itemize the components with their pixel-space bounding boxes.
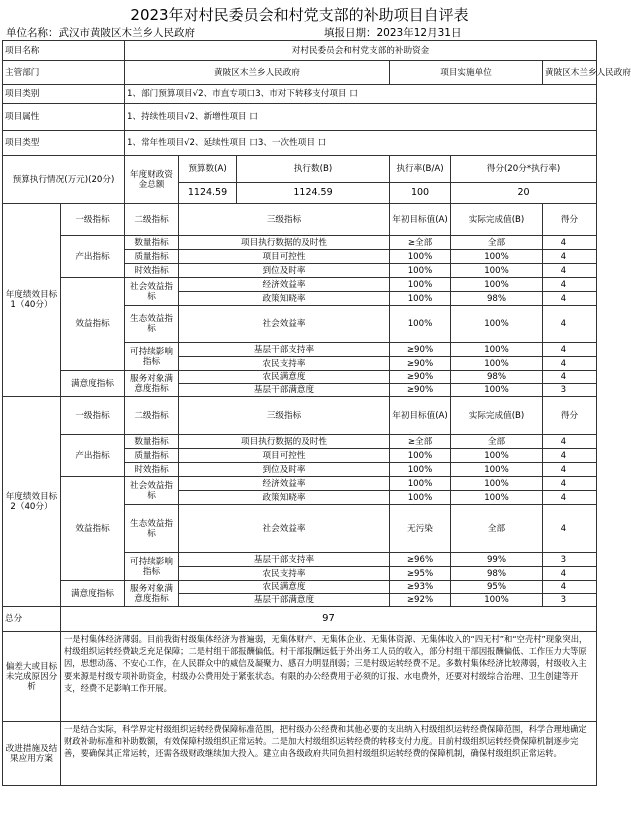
goal1-satisfaction-group: 满意度指标 <box>61 371 125 397</box>
table-cell: 100% <box>451 278 543 292</box>
table-cell: 无污染 <box>390 505 451 553</box>
table-cell: ≥90% <box>390 343 451 357</box>
table-cell: 农民满意度 <box>179 371 390 384</box>
table-cell: 项目执行数据的及时性 <box>179 435 390 449</box>
table-cell: 4 <box>543 567 597 581</box>
total-label: 总分 <box>3 607 61 632</box>
table-cell: 社会效益率 <box>179 306 390 343</box>
table-cell: 100% <box>451 594 543 607</box>
table-cell: 4 <box>543 236 597 250</box>
table-cell: 4 <box>543 477 597 491</box>
goal1-header-level1: 一级指标 <box>61 204 125 236</box>
table-cell: 4 <box>543 357 597 371</box>
table-cell: ≥90% <box>390 384 451 397</box>
table-cell: ≥90% <box>390 357 451 371</box>
table-cell: 98% <box>451 292 543 306</box>
evaluation-table <box>2 40 631 786</box>
report-date: 填报日期：2023年12月31日 <box>324 27 462 39</box>
dept-label: 主管部门 <box>3 61 125 85</box>
goal1-output-group: 产出指标 <box>61 236 125 278</box>
table-cell: 基层干部满意度 <box>179 594 390 607</box>
impl-unit-value: 黄陂区木兰乡人民政府 <box>543 61 597 85</box>
table-cell: 95% <box>451 581 543 594</box>
table-cell: 到位及时率 <box>179 463 390 477</box>
improvement-text: 一是结合实际，科学界定村级组织运转经费保障标准范围，把村级办公经费和其他必要的支出纳入村级组织运转经费保障范围，科学合理地确定财政补助标准和补助数额，有效保障村级组织正常运转。二是加大村级组织运转经费的转移支付力度。目前村级组织运转经费保障机制逐步完善，要确保其正常运转，还需各级财政继续加大投入。建立由各级政府共同负担村级组织运转经费的保障机制，确保村级组织正常运转。 <box>61 722 597 786</box>
table-cell: 质量指标 <box>125 250 179 264</box>
goal2-header-score: 得分 <box>543 397 597 435</box>
table-cell: 3 <box>543 594 597 607</box>
table-cell: 3 <box>543 553 597 567</box>
table-cell: 4 <box>543 343 597 357</box>
table-cell: 4 <box>543 306 597 343</box>
budget-amount-value: 1124.59 <box>179 183 237 204</box>
table-cell: 农民满意度 <box>179 581 390 594</box>
table-cell: 全部 <box>451 236 543 250</box>
table-cell: 4 <box>543 371 597 384</box>
table-cell: 4 <box>543 581 597 594</box>
table-cell: ≥全部 <box>390 435 451 449</box>
total-value: 97 <box>61 607 597 632</box>
table-cell: 到位及时率 <box>179 264 390 278</box>
table-cell: 100% <box>390 250 451 264</box>
goal1-header-level3: 三级指标 <box>179 204 390 236</box>
table-cell: 时效指标 <box>125 264 179 278</box>
table-cell: 4 <box>543 491 597 505</box>
table-cell: 生态效益指标 <box>125 505 179 553</box>
exec-amount-label: 执行数(B) <box>237 156 390 183</box>
table-cell: 基层干部满意度 <box>179 384 390 397</box>
table-cell: 全部 <box>451 505 543 553</box>
table-cell: 4 <box>543 264 597 278</box>
table-cell: 政策知晓率 <box>179 491 390 505</box>
unit-name: 单位名称：武汉市黄陂区木兰乡人民政府 <box>6 27 195 39</box>
table-cell: 生态效益指标 <box>125 306 179 343</box>
table-cell: 100% <box>390 449 451 463</box>
table-cell: 100% <box>390 306 451 343</box>
deviation-label: 偏差大或目标未完成原因分析 <box>3 632 61 722</box>
table-cell: 4 <box>543 449 597 463</box>
table-cell: 4 <box>543 435 597 449</box>
table-cell: 经济效益率 <box>179 477 390 491</box>
table-cell: 全部 <box>451 435 543 449</box>
table-cell: 社会效益率 <box>179 505 390 553</box>
goal1-benefit-group: 效益指标 <box>61 278 125 371</box>
table-cell: 数量指标 <box>125 236 179 250</box>
goal2-output-group: 产出指标 <box>61 435 125 477</box>
attr-label: 项目属性 <box>3 104 125 131</box>
table-cell: 社会效益指标 <box>125 477 179 505</box>
table-cell: 100% <box>451 477 543 491</box>
project-name-label: 项目名称 <box>3 41 125 61</box>
table-cell: 100% <box>451 343 543 357</box>
table-cell: 农民支持率 <box>179 567 390 581</box>
table-cell: 服务对象满意度指标 <box>125 581 179 607</box>
table-cell: 100% <box>451 384 543 397</box>
goal1-header-target: 年初目标值(A) <box>390 204 451 236</box>
exec-amount-value: 1124.59 <box>237 183 390 204</box>
table-cell: ≥96% <box>390 553 451 567</box>
table-cell: 4 <box>543 463 597 477</box>
table-cell: 4 <box>543 505 597 553</box>
type-value: 1、常年性项目√2、延续性项目 口3、一次性项目 口 <box>125 131 597 156</box>
table-cell: 100% <box>390 278 451 292</box>
table-cell: 98% <box>451 567 543 581</box>
table-cell: 100% <box>451 264 543 278</box>
report-header <box>6 26 596 40</box>
goal2-benefit-group: 效益指标 <box>61 477 125 581</box>
table-cell: ≥90% <box>390 371 451 384</box>
exec-rate-label: 执行率(B/A) <box>390 156 451 183</box>
project-name-value: 对村民委员会和村党支部的补助资金 <box>125 41 597 61</box>
table-cell: 基层干部支持率 <box>179 343 390 357</box>
table-cell: 项目执行数据的及时性 <box>179 236 390 250</box>
budget-amount-label: 预算数(A) <box>179 156 237 183</box>
table-cell: 100% <box>451 357 543 371</box>
table-cell: 时效指标 <box>125 463 179 477</box>
type-label: 项目类型 <box>3 131 125 156</box>
improvement-label: 改进措施及结果应用方案 <box>3 722 61 786</box>
table-cell: 社会效益指标 <box>125 278 179 306</box>
table-cell: 基层干部支持率 <box>179 553 390 567</box>
exec-rate-value: 100 <box>390 183 451 204</box>
table-cell: 经济效益率 <box>179 278 390 292</box>
table-cell: 100% <box>451 449 543 463</box>
goal2-header-level2: 二级指标 <box>125 397 179 435</box>
category-value: 1、部门预算项目√2、市直专项口3、市对下转移支付项目 口 <box>125 85 597 104</box>
goal2-header-level3: 三级指标 <box>179 397 390 435</box>
category-label: 项目类别 <box>3 85 125 104</box>
goal2-header-level1: 一级指标 <box>61 397 125 435</box>
table-cell: 3 <box>543 384 597 397</box>
goal2-header-actual: 实际完成值(B) <box>451 397 543 435</box>
table-cell: 100% <box>390 477 451 491</box>
budget-score-label: 得分(20分*执行率) <box>451 156 597 183</box>
table-cell: 100% <box>451 491 543 505</box>
goal1-header-actual: 实际完成值(B) <box>451 204 543 236</box>
table-cell: 可持续影响指标 <box>125 343 179 371</box>
table-cell: ≥95% <box>390 567 451 581</box>
annual-total-label: 年度财政资金总额 <box>125 156 179 204</box>
table-cell: 98% <box>451 371 543 384</box>
attr-value: 1、持续性项目√2、新增性项目 口 <box>125 104 597 131</box>
goal2-label: 年度绩效目标 2（40分） <box>3 397 61 607</box>
goal2-satisfaction-group: 满意度指标 <box>61 581 125 607</box>
table-cell: 数量指标 <box>125 435 179 449</box>
table-cell: 农民支持率 <box>179 357 390 371</box>
impl-unit-label: 项目实施单位 <box>390 61 543 85</box>
budget-label: 预算执行情况(万元)(20分) <box>3 156 125 204</box>
table-cell: 100% <box>390 491 451 505</box>
goal1-header-level2: 二级指标 <box>125 204 179 236</box>
table-cell: 100% <box>451 306 543 343</box>
goal1-label: 年度绩效目标 1（40分） <box>3 204 61 397</box>
table-cell: 4 <box>543 250 597 264</box>
deviation-text: 一是村集体经济薄弱。目前我街村级集体经济为普遍弱，无集体财产、无集体企业、无集体资源、无集体收入的“四无村”和“空壳村”现象突出，村级组织运转经费缺乏充足保障；二是村组干部报酬偏低。村干部报酬远低于外出务工人员的收入，部分村组干部因报酬偏低、工作压力大等原因，思想动荡、不安心工作，在人民群众中的威信及凝聚力、感召力明显削弱；三是村级运转经费不足。多数村集体经济比较薄弱，村级收入主要来源是村级专项补助资金，村级办公费用处于紧张状态。有限的办公经费用于必须的订报、水电费外，还要对村级综合治理、卫生创建等开支，经费不足影响工作开展。 <box>61 632 597 722</box>
budget-score-value: 20 <box>451 183 597 204</box>
table-cell: 4 <box>543 278 597 292</box>
table-cell: 4 <box>543 292 597 306</box>
table-cell: 服务对象满意度指标 <box>125 371 179 397</box>
table-cell: ≥93% <box>390 581 451 594</box>
table-cell: ≥92% <box>390 594 451 607</box>
table-cell: 可持续影响指标 <box>125 553 179 581</box>
table-cell: ≥全部 <box>390 236 451 250</box>
table-cell: 项目可控性 <box>179 250 390 264</box>
table-cell: 质量指标 <box>125 449 179 463</box>
page-title: 2023年对村民委员会和村党支部的补助项目自评表 <box>130 6 469 24</box>
dept-value: 黄陂区木兰乡人民政府 <box>125 61 390 85</box>
table-cell: 100% <box>451 250 543 264</box>
table-cell: 99% <box>451 553 543 567</box>
table-cell: 100% <box>390 463 451 477</box>
table-cell: 100% <box>390 264 451 278</box>
table-cell: 100% <box>451 463 543 477</box>
table-cell: 100% <box>390 292 451 306</box>
goal2-header-target: 年初目标值(A) <box>390 397 451 435</box>
goal1-header-score: 得分 <box>543 204 597 236</box>
table-cell: 政策知晓率 <box>179 292 390 306</box>
table-cell: 项目可控性 <box>179 449 390 463</box>
